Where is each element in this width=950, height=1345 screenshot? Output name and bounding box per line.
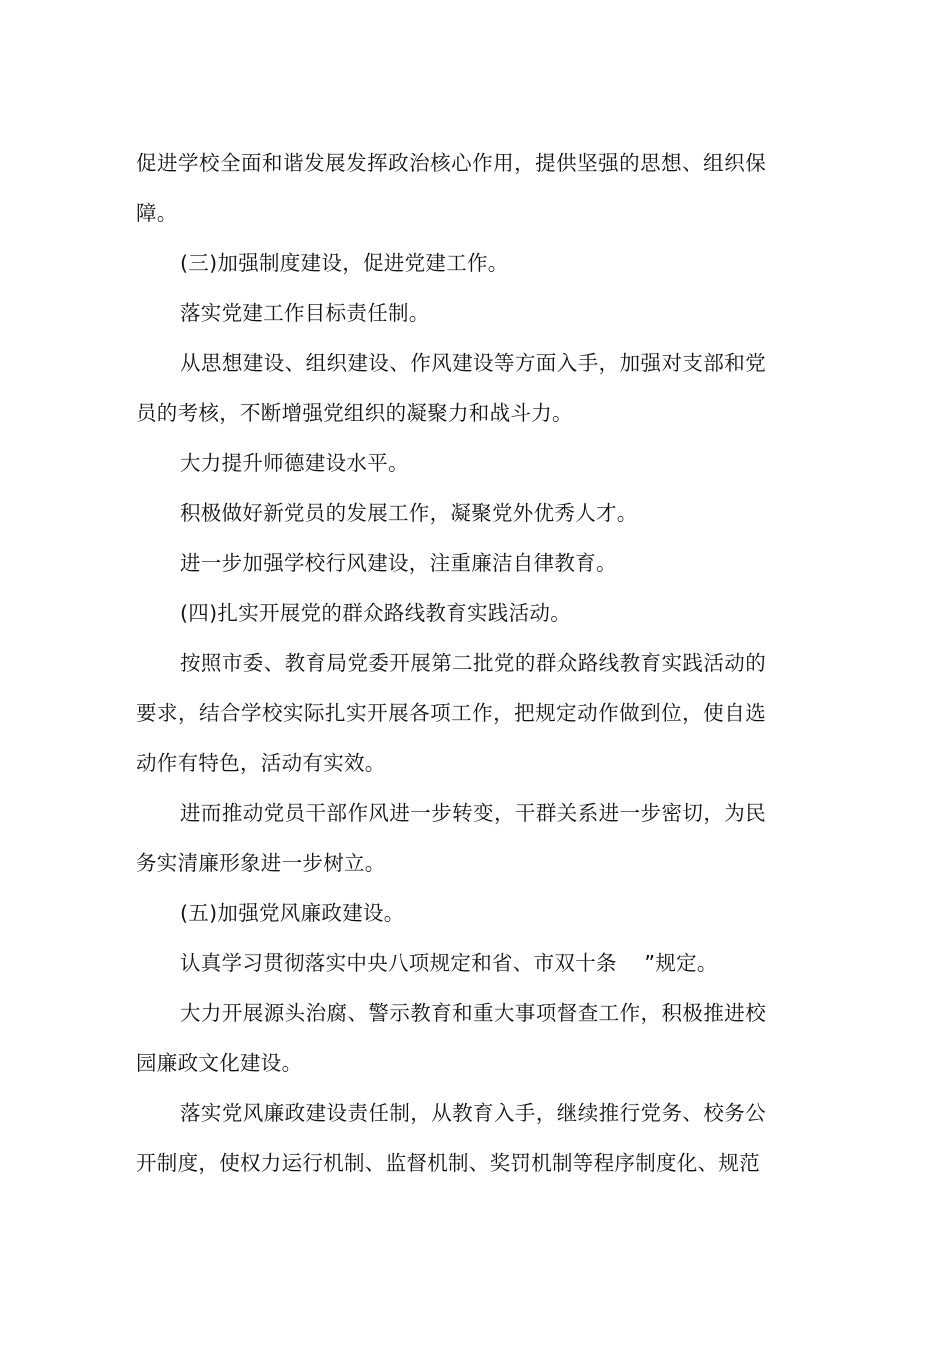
paragraph: 认真学习贯彻落实中央八项规定和省、市双十条 ”规定。: [180, 951, 718, 975]
paragraph: 积极做好新党员的发展工作，凝聚党外优秀人才。: [180, 501, 638, 525]
paragraph-continuation: 促进学校全面和谐发展发挥政治核心作用，提供坚强的思想、组织保障。: [136, 151, 766, 225]
paragraph: 大力提升师德建设水平。: [180, 451, 409, 475]
paragraph: 从思想建设、组织建设、作风建设等方面入手，加强对支部和党员的考核，不断增强党组织的凝聚力和战斗力。: [136, 351, 766, 425]
paragraph: 落实党风廉政建设责任制，从教育入手，继续推行党务、校务公开制度，使权力运行机制、监督机制、奖罚机制等程序制度化、规范: [136, 1101, 766, 1175]
paragraph: 按照市委、教育局党委开展第二批党的群众路线教育实践活动的要求，结合学校实际扎实开展各项工作，把规定动作做到位，使自选动作有特色，活动有实效。: [136, 651, 766, 775]
section-heading-4: (四)扎实开展党的群众路线教育实践活动。: [180, 601, 571, 625]
paragraph: 进一步加强学校行风建设，注重廉洁自律教育。: [180, 551, 617, 575]
paragraph: 落实党建工作目标责任制。: [180, 301, 430, 325]
paragraph: 进而推动党员干部作风进一步转变，干群关系进一步密切，为民务实清廉形象进一步树立。: [136, 801, 766, 875]
section-heading-3: (三)加强制度建设，促进党建工作。: [180, 251, 509, 275]
paragraph: 大力开展源头治腐、警示教育和重大事项督查工作，积极推进校园廉政文化建设。: [136, 1001, 766, 1075]
section-heading-5: (五)加强党风廉政建设。: [180, 901, 405, 925]
document-body: [136, 138, 766, 1188]
